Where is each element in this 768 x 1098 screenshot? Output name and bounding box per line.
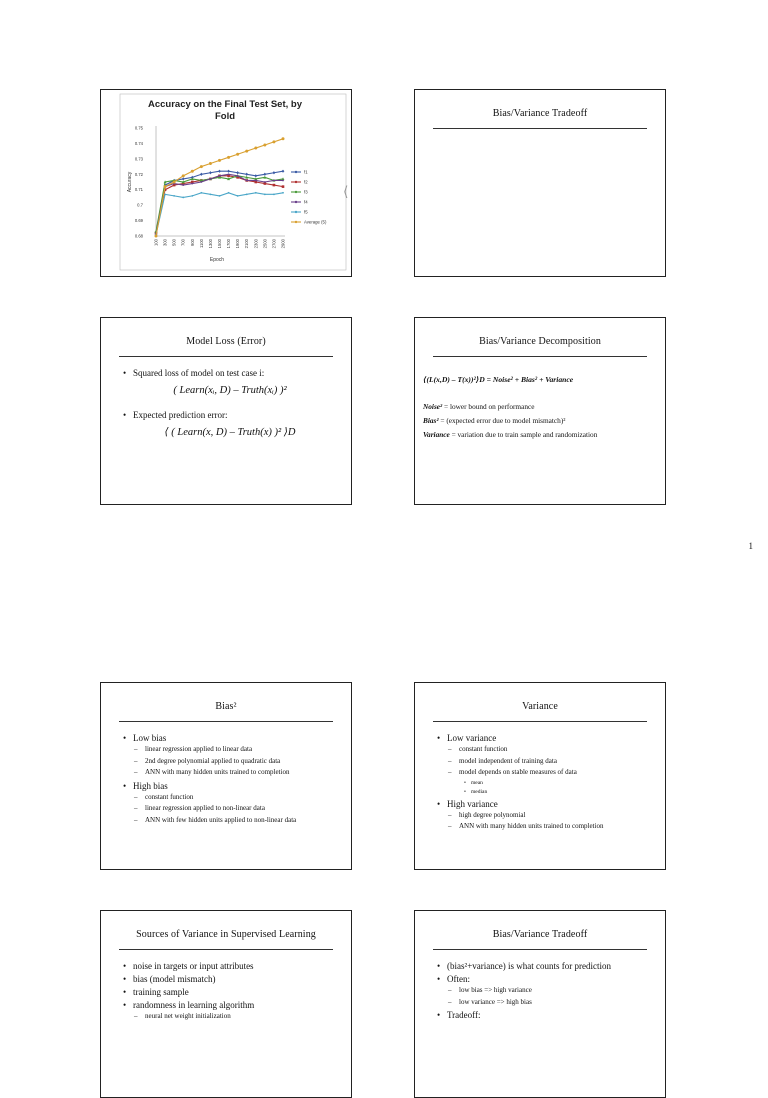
- formula-squared-loss: ( Learn(xᵢ, D) – Truth(xᵢ) )²: [173, 385, 287, 396]
- list-item: • (bias²+variance) is what counts for prediction: [437, 960, 651, 972]
- list-item: – high degree polynomial: [437, 810, 651, 822]
- data-point-average: [200, 165, 203, 168]
- data-point-f4: [264, 181, 266, 183]
- slide-title: Bias/Variance Tradeoff: [492, 108, 588, 119]
- y-tick-label: 0.73: [134, 156, 143, 162]
- list-item: – linear regression applied to non-linear data: [123, 803, 337, 815]
- list-item: – linear regression applied to linear data: [123, 744, 337, 756]
- y-tick-label: 0.7: [137, 202, 143, 208]
- data-point-f4: [255, 180, 257, 182]
- slide-model-loss: [100, 317, 352, 505]
- slide-bias-variance-tradeoff-2: [414, 910, 666, 1098]
- title-divider: [119, 949, 333, 950]
- data-point-average: [173, 181, 176, 184]
- x-tick-label: 2100: [244, 239, 250, 249]
- list-item: • mean: [437, 779, 651, 788]
- data-point-f5: [255, 192, 257, 194]
- x-tick-label: 1100: [198, 239, 204, 249]
- x-tick-label: 1700: [226, 239, 232, 249]
- data-point-average: [272, 140, 275, 143]
- x-tick-label: 300: [162, 239, 168, 246]
- data-point-average: [182, 174, 185, 177]
- data-point-f4: [273, 180, 275, 182]
- data-point-f5: [210, 193, 212, 195]
- data-point-average: [245, 150, 248, 153]
- legend-label: Average (5): [304, 219, 327, 225]
- data-point-f5: [200, 192, 202, 194]
- x-tick-label: 700: [180, 239, 186, 246]
- legend-label: f2: [304, 179, 308, 185]
- title-divider: [433, 128, 647, 129]
- legend-label: f4: [304, 199, 308, 205]
- list-item: • randomness in learning algorithm: [123, 999, 337, 1011]
- data-point-f5: [173, 195, 175, 197]
- data-point-average: [282, 137, 285, 140]
- list-item: – neural net weight initialization: [123, 1011, 337, 1023]
- slide-bias-variance-tradeoff: [414, 89, 666, 277]
- noise-definition: Noise² = lower bound on performance: [423, 402, 535, 411]
- x-tick-label: 2700: [271, 239, 277, 249]
- data-point-f5: [246, 193, 248, 195]
- bullet-high-bias: • High bias: [123, 780, 337, 792]
- data-point-f4: [282, 180, 284, 182]
- chart-xlabel: Epoch: [209, 257, 225, 263]
- legend-label: f5: [304, 209, 308, 215]
- legend-marker: [295, 201, 297, 203]
- list-item: – constant function: [437, 744, 651, 756]
- x-tick-label: 2300: [253, 239, 259, 249]
- bullet-expected-error: • Expected prediction error:: [123, 409, 337, 421]
- page-number: 1: [748, 541, 753, 551]
- slide-title: Bias/Variance Decomposition: [479, 336, 601, 347]
- slide-sources-of-variance: [100, 910, 352, 1098]
- data-point-f4: [246, 180, 248, 182]
- data-point-f5: [273, 193, 275, 195]
- list-item: – low bias => high variance: [437, 985, 651, 997]
- x-tick-label: 900: [189, 239, 195, 246]
- bullet-low-bias: • Low bias: [123, 732, 337, 744]
- data-point-f4: [237, 175, 239, 177]
- list-item: – ANN with few hidden units applied to non-linear data: [123, 815, 337, 827]
- slide-title: Model Loss (Error): [186, 336, 266, 347]
- legend-marker: [295, 181, 297, 183]
- x-tick-label: 100: [153, 239, 159, 246]
- list-item: – model independent of training data: [437, 756, 651, 768]
- data-point-average: [218, 159, 221, 162]
- data-point-average: [209, 162, 212, 165]
- list-item: – ANN with many hidden units trained to completion: [123, 767, 337, 779]
- legend-marker: [295, 221, 297, 223]
- x-tick-label: 500: [171, 239, 177, 246]
- data-point-f4: [191, 183, 193, 185]
- list-item: – 2nd degree polynomial applied to quadratic data: [123, 756, 337, 768]
- data-point-f4: [219, 175, 221, 177]
- y-tick-label: 0.74: [134, 140, 143, 146]
- data-point-average: [191, 170, 194, 173]
- data-point-f5: [237, 195, 239, 197]
- x-tick-label: 1300: [207, 239, 213, 249]
- data-point-average: [263, 143, 266, 146]
- chart-title-line1: Accuracy on the Final Test Set, by: [148, 99, 302, 110]
- data-point-f4: [228, 173, 230, 175]
- variance-definition: Variance = variation due to train sample and randomization: [423, 430, 598, 439]
- data-point-f5: [228, 192, 230, 194]
- x-tick-label: 1900: [235, 239, 241, 249]
- slide-title: Variance: [522, 701, 558, 712]
- list-item: • Often:: [437, 973, 651, 985]
- legend-marker: [295, 171, 297, 173]
- slide-bias-squared: [100, 682, 352, 870]
- chart-title-line2: Fold: [214, 111, 236, 122]
- slide-title: Bias/Variance Tradeoff: [492, 929, 588, 940]
- legend-label: f3: [304, 189, 308, 195]
- bias-definition: Bias² = (expected error due to model mismatch)²: [423, 416, 566, 425]
- bullet-squared-loss: • Squared loss of model on test case i:: [123, 367, 337, 379]
- chart-ylabel: Accuracy: [127, 171, 133, 193]
- list-item: – low variance => high bias: [437, 997, 651, 1009]
- title-divider: [119, 356, 333, 357]
- data-point-f5: [164, 193, 166, 195]
- title-divider: [433, 356, 647, 357]
- data-point-f2: [282, 185, 285, 188]
- data-point-f2: [273, 184, 276, 187]
- legend-label: f1: [304, 169, 308, 175]
- y-tick-label: 0.72: [134, 171, 143, 177]
- data-point-average: [236, 153, 239, 156]
- data-point-average: [227, 156, 230, 159]
- slide-title: Bias²: [215, 701, 237, 712]
- y-tick-label: 0.69: [134, 218, 143, 224]
- decomposition-formula: ⟨(L(x,D) – T(x))²⟩D = Noise² + Bias² + Variance: [423, 375, 574, 384]
- data-point-average: [155, 235, 158, 238]
- data-point-f5: [182, 197, 184, 199]
- list-item: • noise in targets or input attributes: [123, 960, 337, 972]
- title-divider: [119, 721, 333, 722]
- data-point-f5: [282, 192, 284, 194]
- list-item: • Tradeoff:: [437, 1009, 651, 1021]
- x-tick-label: 1500: [217, 239, 222, 249]
- data-point-f4: [210, 178, 212, 180]
- data-point-f5: [191, 195, 193, 197]
- list-item: • bias (model mismatch): [123, 973, 337, 985]
- chevron-left-icon: ⟨: [343, 185, 349, 200]
- legend-marker: [295, 211, 297, 213]
- formula-expected-error: ⟨ ( Learn(x, D) – Truth(x) )² ⟩D: [164, 427, 296, 438]
- slide-variance: [414, 682, 666, 870]
- bullet-high-variance: • High variance: [437, 798, 651, 810]
- list-item: – model depends on stable measures of data: [437, 767, 651, 779]
- slide-accuracy-chart: [100, 89, 352, 277]
- bullet-low-variance: • Low variance: [437, 732, 651, 744]
- x-tick-label: 2500: [262, 239, 268, 249]
- y-tick-label: 0.75: [134, 125, 143, 131]
- data-point-average: [254, 147, 257, 150]
- y-tick-label: 0.68: [134, 233, 143, 239]
- list-item: – constant function: [123, 792, 337, 804]
- legend-marker: [295, 191, 297, 193]
- title-divider: [433, 949, 647, 950]
- y-tick-label: 0.71: [134, 187, 143, 193]
- list-item: • median: [437, 788, 651, 797]
- title-divider: [433, 721, 647, 722]
- slide-bias-variance-decomposition: [414, 317, 666, 505]
- accuracy-chart: [101, 90, 351, 276]
- data-point-f4: [200, 181, 202, 183]
- slide-title: Sources of Variance in Supervised Learning: [136, 929, 316, 940]
- x-tick-label: 2900: [280, 239, 286, 249]
- list-item: – ANN with many hidden units trained to completion: [437, 821, 651, 833]
- data-point-f5: [264, 193, 266, 195]
- data-point-average: [164, 185, 167, 188]
- data-point-f5: [219, 195, 221, 197]
- data-point-f4: [182, 184, 184, 186]
- list-item: • training sample: [123, 986, 337, 998]
